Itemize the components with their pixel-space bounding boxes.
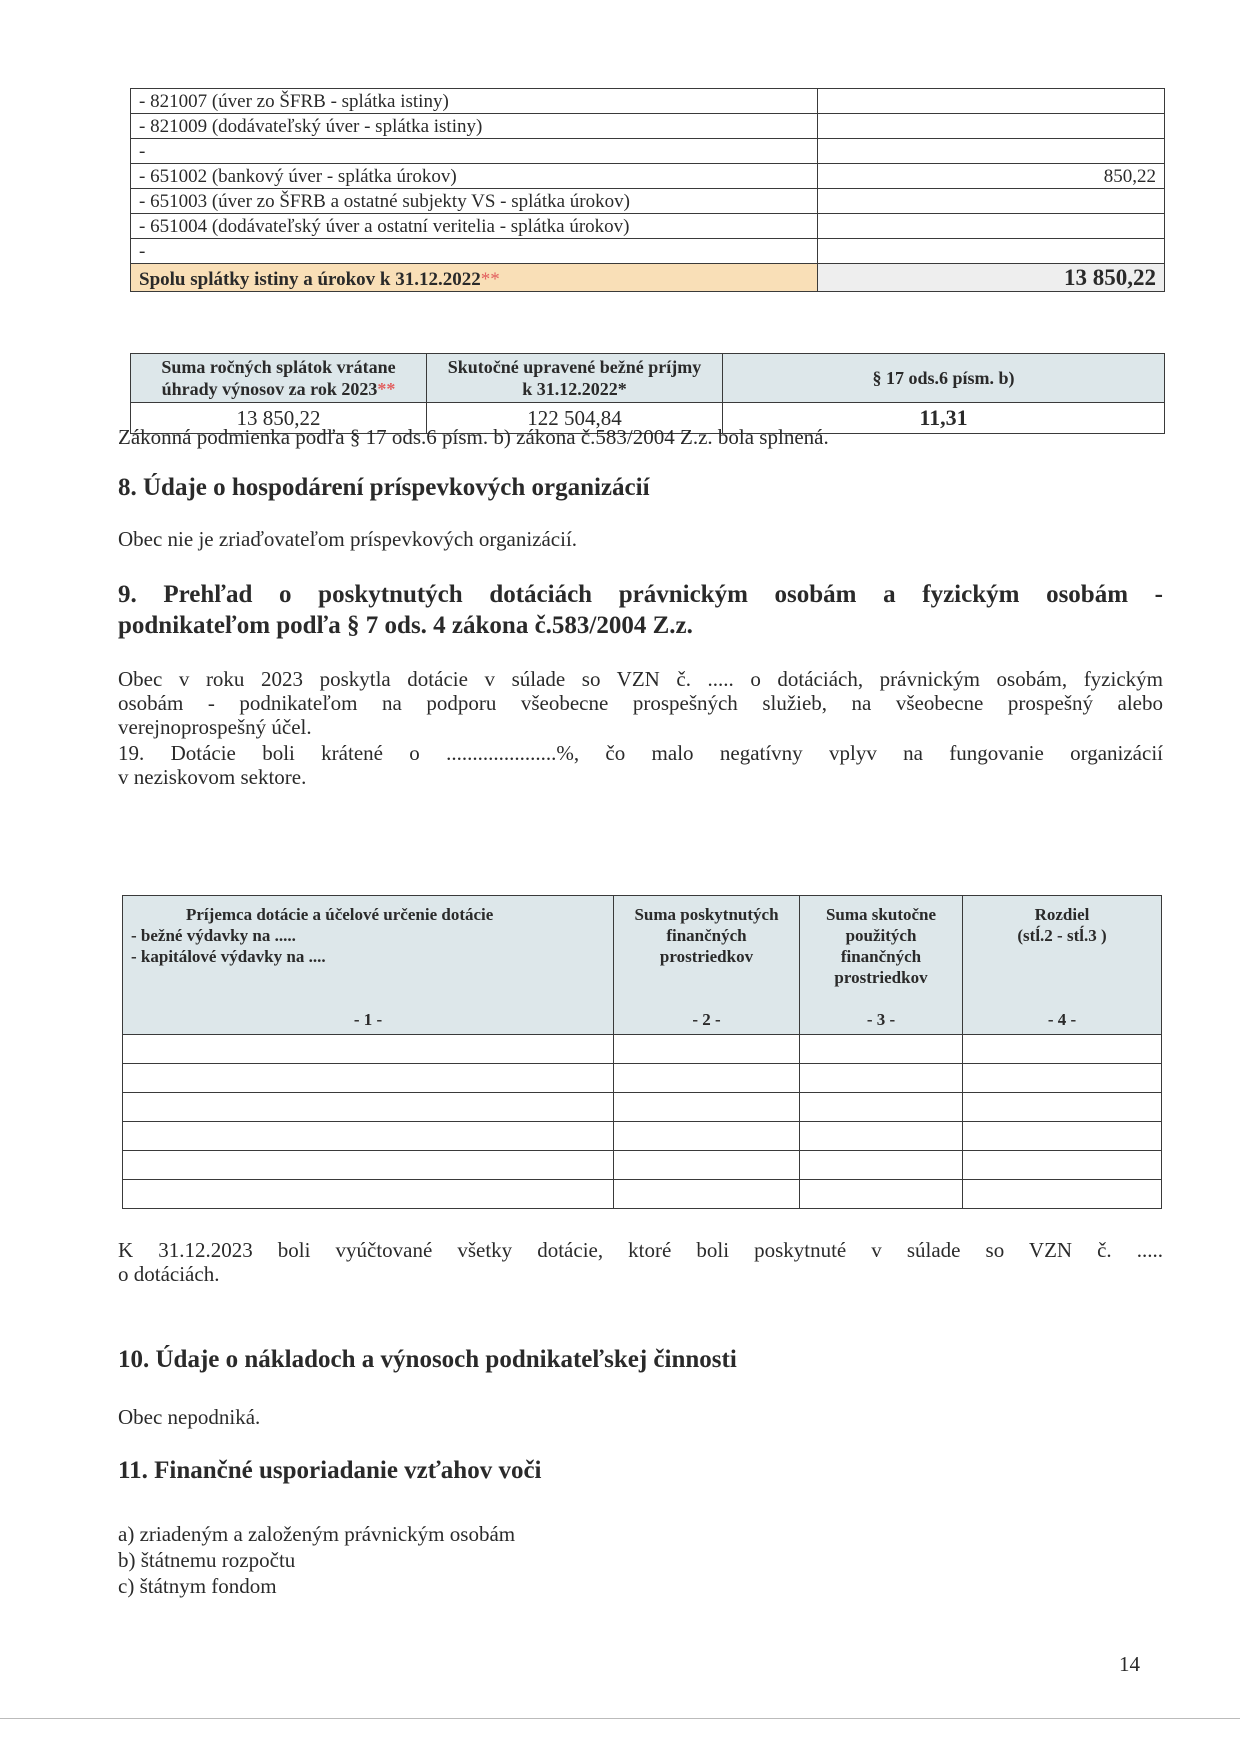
page-number: 14 <box>1119 1652 1140 1676</box>
header-line: použitých <box>845 926 917 945</box>
header-line: k 31.12.2022* <box>522 379 627 399</box>
column-number: - 2 - <box>692 1010 721 1029</box>
header-line: prostriedkov <box>834 968 928 987</box>
header-line: Suma ročných splátok vrátane <box>161 357 396 377</box>
adjusted-income-value: 122 504,84 <box>427 403 723 434</box>
total-row <box>131 264 1165 292</box>
section10-heading: 10. Údaje o nákladoch a výnosoch podnikateľskej činnosti <box>118 1346 737 1373</box>
section11-heading: 11. Finančné usporiadanie vzťahov voči <box>118 1457 542 1484</box>
table-row <box>123 1180 1162 1209</box>
header-provided-sum <box>614 896 800 1035</box>
header-paragraph-ref: § 17 ods.6 písm. b) <box>723 354 1165 403</box>
row-label: - <box>131 239 818 264</box>
header-used-sum <box>800 896 963 1035</box>
ratio-value: 11,31 <box>723 403 1165 434</box>
column-number: - 1 - <box>353 1010 383 1029</box>
section9-para1-line1: Obec v roku 2023 poskytla dotácie v súlade so VZN č. ..... o dotáciách, právnickým osobám, fyzickým <box>118 667 1163 691</box>
header-line: - bežné výdavky na ..... <box>131 926 296 945</box>
grants-table <box>122 895 1162 1209</box>
header-row <box>131 354 1165 403</box>
header-stars: ** <box>377 379 396 399</box>
header-line: Suma poskytnutých <box>634 905 779 924</box>
row-label: - 651004 (dodávateľský úver a ostatní veritelia - splátka úrokov) <box>131 214 818 239</box>
header-recipient <box>123 896 614 1035</box>
section10-text: Obec nepodniká. <box>118 1405 261 1429</box>
page-edge-line <box>0 1718 1240 1719</box>
section9-para2-line2: v neziskovom sektore. <box>118 765 307 789</box>
header-line: Rozdiel <box>1034 905 1090 924</box>
table-row <box>123 1064 1162 1093</box>
table-row <box>131 189 1165 214</box>
row-label: - 821007 (úver zo ŠFRB - splátka istiny) <box>131 89 818 114</box>
loan-repayment-table <box>130 88 1165 292</box>
row-value: 850,22 <box>818 164 1165 189</box>
header-adjusted-income <box>427 354 723 403</box>
settlement-text-line2: o dotáciách. <box>118 1262 220 1286</box>
row-value <box>818 89 1165 114</box>
row-value <box>818 114 1165 139</box>
section9-para2-line1: 19. Dotácie boli krátené o .....................%, čo malo negatívny vplyv na fungovanie organizácií <box>118 741 1163 765</box>
table-row <box>123 1122 1162 1151</box>
table-row <box>131 214 1165 239</box>
list-item: a) zriadeným a založeným právnickým osobám <box>118 1522 516 1546</box>
header-line: - kapitálové výdavky na .... <box>131 947 326 966</box>
header-row <box>123 896 1162 1035</box>
debt-ratio-table <box>130 353 1165 434</box>
header-text: úhrady výnosov za rok 2023 <box>161 379 378 399</box>
header-line: Príjemca dotácie a účelové určenie dotácie <box>186 905 494 924</box>
row-value <box>818 214 1165 239</box>
header-difference <box>963 896 1162 1035</box>
table-row <box>131 89 1165 114</box>
section9-heading-line2: podnikateľom podľa § 7 ods. 4 zákona č.583/2004 Z.z. <box>118 612 693 639</box>
row-value <box>818 139 1165 164</box>
header-line: Skutočné upravené bežné príjmy <box>447 357 702 377</box>
list-item: b) štátnemu rozpočtu <box>118 1548 296 1572</box>
header-line: (stĺ.2 - stĺ.3 ) <box>1017 926 1107 945</box>
row-label: - 821009 (dodávateľský úver - splátka istiny) <box>131 114 818 139</box>
legal-condition-text: Zákonná podmienka podľa § 17 ods.6 písm. b) zákona č.583/2004 Z.z. bola splnená. <box>118 425 829 449</box>
annual-repayments-value: 13 850,22 <box>131 403 427 434</box>
header-line <box>131 378 426 400</box>
column-number: - 3 - <box>866 1010 896 1029</box>
row-label: - 651002 (bankový úver - splátka úrokov) <box>131 164 818 189</box>
list-item: c) štátnym fondom <box>118 1574 277 1598</box>
row-label: - <box>131 139 818 164</box>
header-line: prostriedkov <box>659 947 754 966</box>
table-row <box>131 139 1165 164</box>
total-label <box>131 264 818 292</box>
total-label-text: Spolu splátky istiny a úrokov k 31.12.2022 <box>139 269 481 290</box>
section9-para1-line2: osobám - podnikateľom na podporu všeobecne prospešných služieb, na všeobecne prospešný alebo <box>118 691 1163 715</box>
column-number: - 4 - <box>1047 1010 1077 1029</box>
section8-heading: 8. Údaje o hospodárení príspevkových organizácií <box>118 474 650 501</box>
total-value: 13 850,22 <box>818 264 1165 292</box>
settlement-text-line1: K 31.12.2023 boli vyúčtované všetky dotácie, ktoré boli poskytnuté v súlade so VZN č. ..... <box>118 1238 1163 1262</box>
table-row <box>131 164 1165 189</box>
section9-heading-line1: 9. Prehľad o poskytnutých dotáciách právnickým osobám a fyzickým osobám - <box>118 581 1163 608</box>
header-annual-repayments <box>131 354 427 403</box>
table-row <box>123 1035 1162 1064</box>
table-row <box>123 1151 1162 1180</box>
table-row <box>131 114 1165 139</box>
header-line: Suma skutočne <box>825 905 937 924</box>
section8-text: Obec nie je zriaďovateľom príspevkových organizácií. <box>118 527 578 551</box>
header-line: finančných <box>666 926 747 945</box>
row-label: - 651003 (úver zo ŠFRB a ostatné subjekty VS - splátka úrokov) <box>131 189 818 214</box>
row-value <box>818 239 1165 264</box>
row-value <box>818 189 1165 214</box>
table-row <box>131 239 1165 264</box>
table-row <box>123 1093 1162 1122</box>
total-stars: ** <box>480 269 500 290</box>
header-line: finančných <box>840 947 922 966</box>
section9-para1-line3: verejnoprospešný účel. <box>118 715 312 739</box>
